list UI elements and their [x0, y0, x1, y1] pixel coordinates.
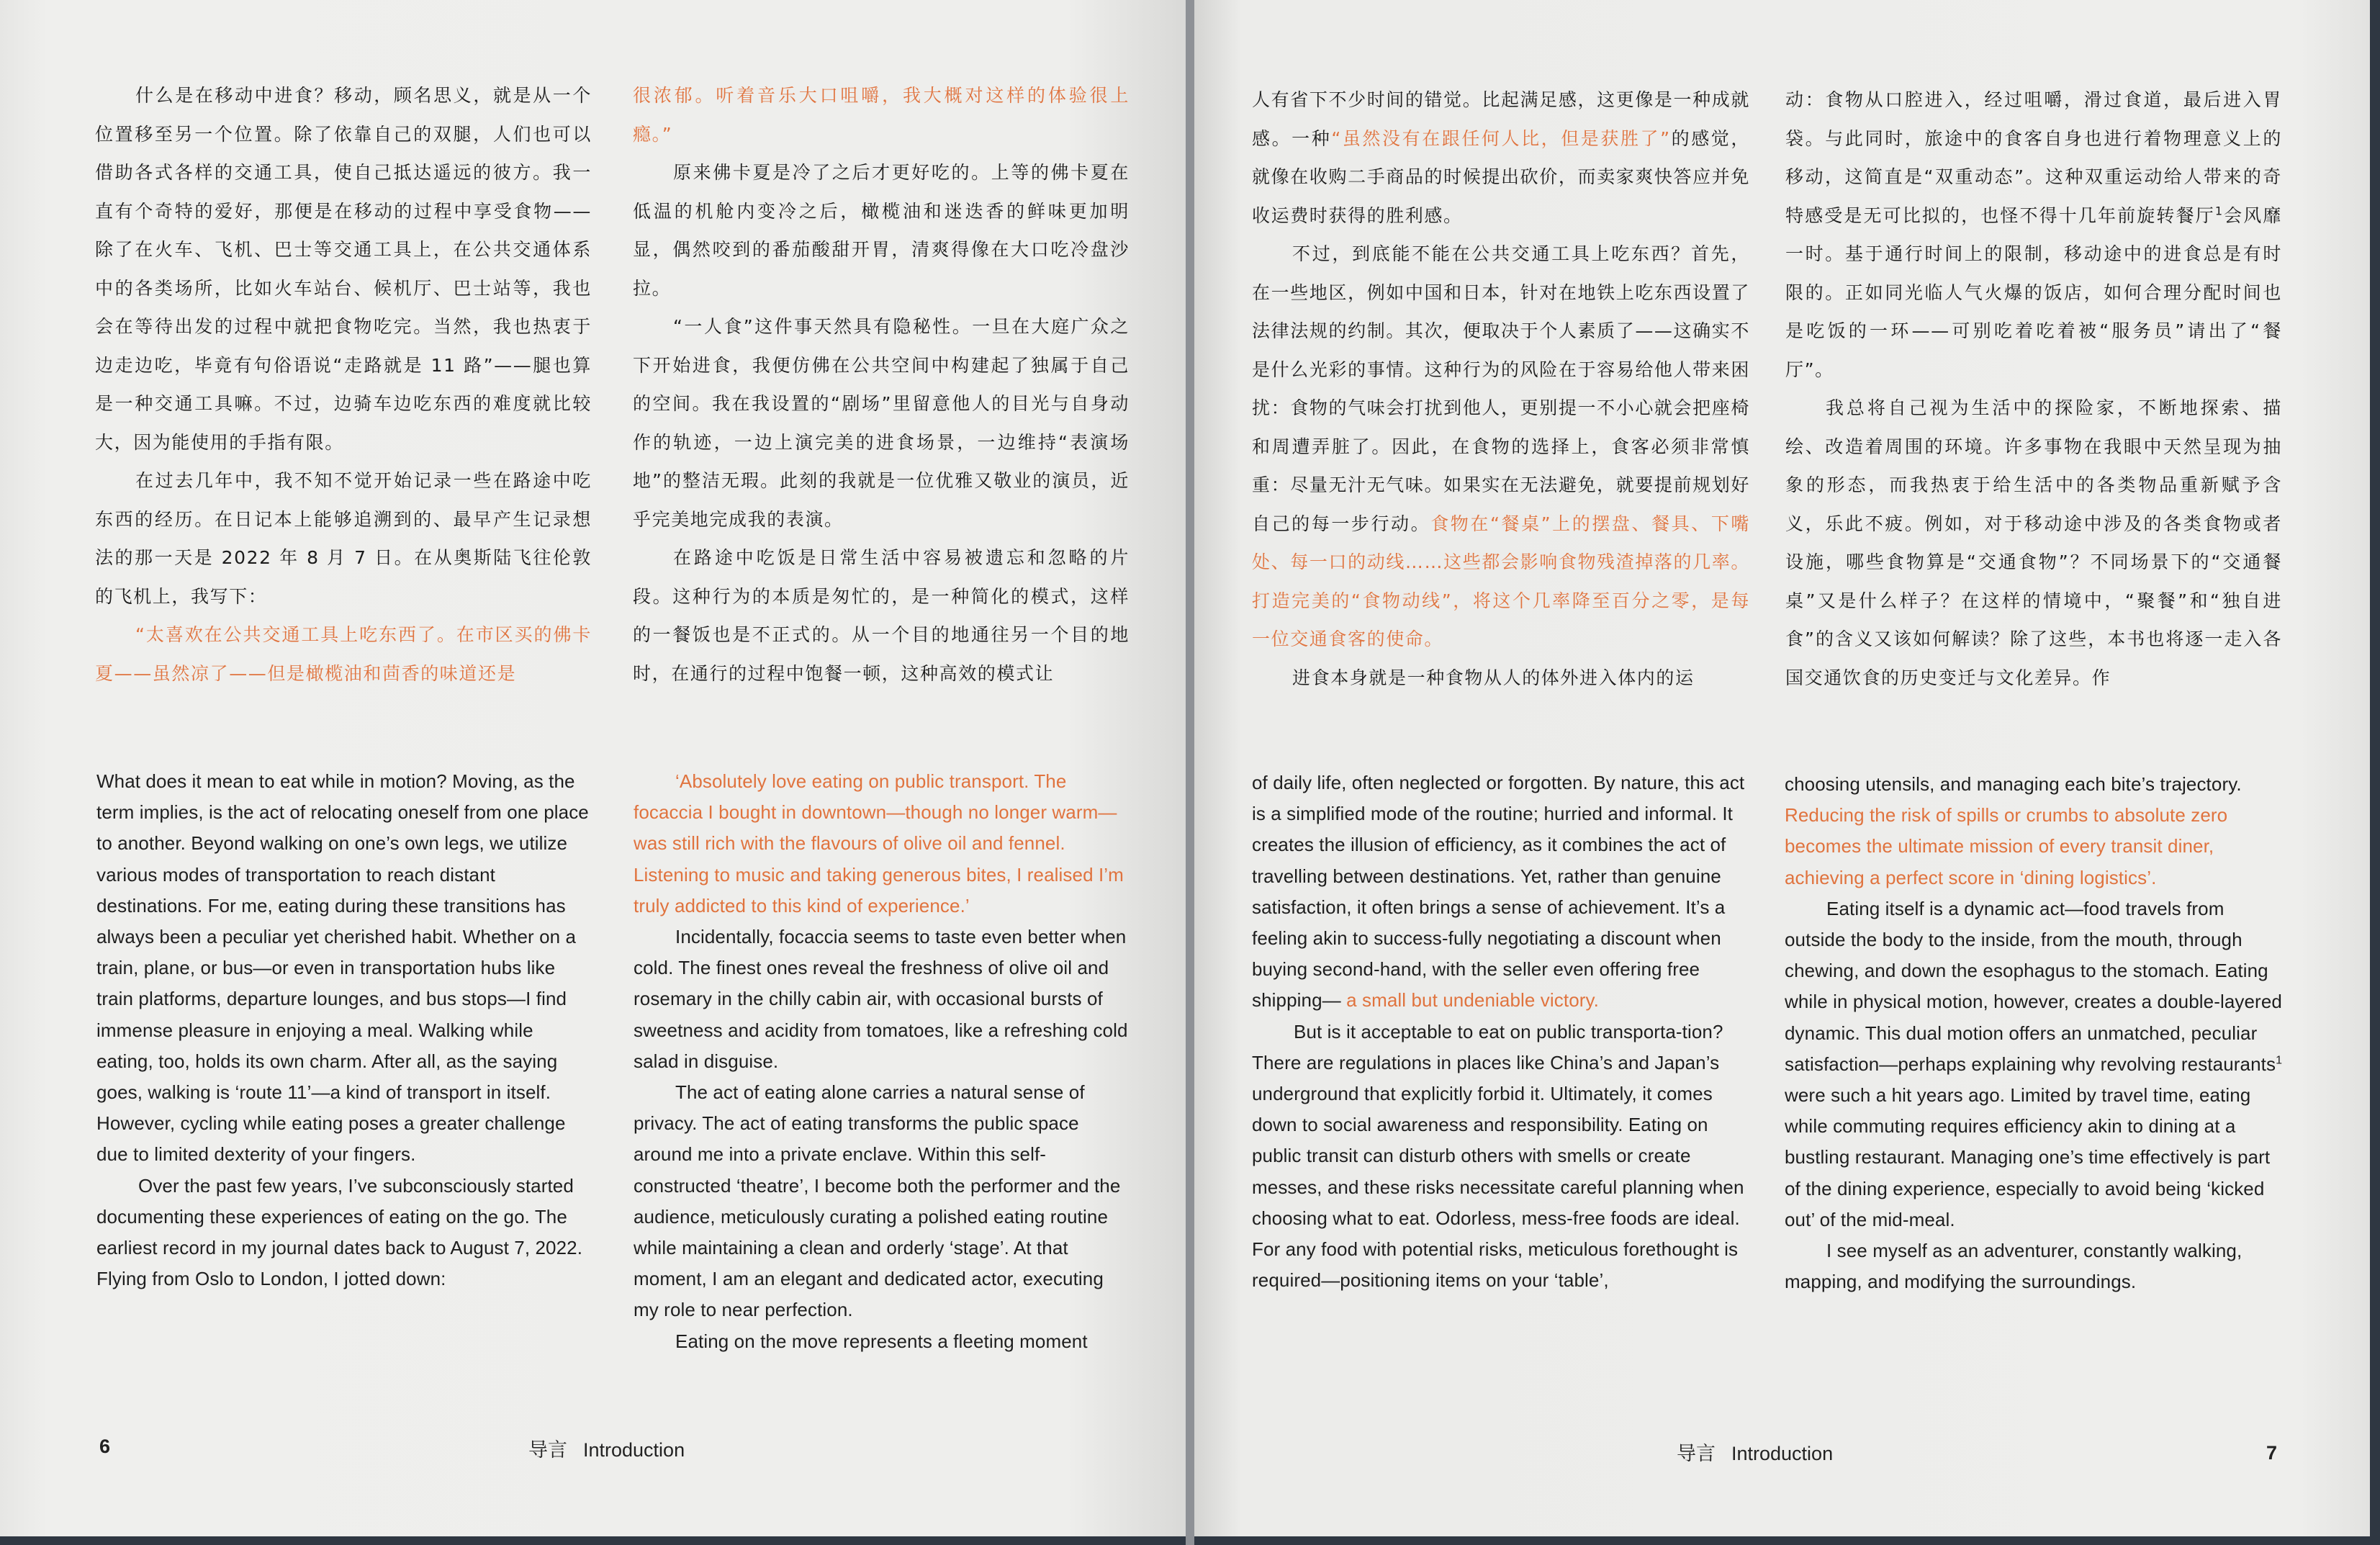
paragraph: I see myself as an adventurer, constantly walking, mapping, and modifying the surroundings. — [1785, 1240, 2242, 1293]
zh-column-1 — [95, 76, 592, 693]
highlight-text: a small but undeniable victory. — [1346, 989, 1600, 1012]
paragraph: Eating on the move represents a fleeting moment — [675, 1330, 1088, 1352]
running-header-en: Introduction — [583, 1439, 685, 1461]
en-column-2 — [1785, 769, 2283, 1297]
paragraph: Incidentally, focaccia seems to taste even better when cold. The finest ones reveal the freshness of olive oil and rosemary in the chilly cabin air, with occasional bursts of sweetness and acidity from tomatoes, like a refreshing cold salad in disguise. — [634, 926, 1128, 1072]
page-number: 7 — [2266, 1442, 2278, 1464]
running-header-zh: 导言 — [528, 1439, 567, 1461]
footnote-marker: 1 — [2276, 1054, 2283, 1067]
right-page — [1194, 0, 2370, 1536]
highlight-text: Reducing the risk of spills or crumbs to absolute zero becomes the ultimate mission of every transit diner, achieving a perfect score in ‘dining logistics’. — [1785, 804, 2228, 888]
paragraph: 人有省下不少时间的错觉。比起满足感，这更像是一种成就感。一种“虽然没有在跟任何人比，但是获胜了”的感觉，就像在收购二手商品的时候提出砍价，而卖家爽快答应并免收运费时获得的胜利感。 — [1252, 89, 1750, 226]
en-column-1 — [96, 766, 592, 1294]
paragraph: 不过，到底能不能在公共交通工具上吃东西？首先，在一些地区，例如中国和日本，针对在地铁上吃东西设置了法律法规的约制。其次，便取决于个人素质了——这确实不是什么光彩的事情。这种行为的风险在于容易给他人带来困扰：食物的气味会打扰到他人，更别提一不小心就会把座椅和周遭弄脏了。因此，在食物的选择上，食客必须非常慎重：尽量无汁无气味。如果实在无法避免，就要提前规划好自己的每一步行动。食物在“餐桌”上的摆盘、餐具、下嘴处、每一口的动线……这些都会影响食物残渣掉落的几率。打造完美的“食物动线”，将这个几率降至百分之零，是每一位交通食客的使命。 — [1252, 243, 1750, 649]
running-header — [528, 1434, 685, 1462]
book-gutter — [1186, 0, 1194, 1545]
paragraph: But is it acceptable to eat on public transporta-tion? There are regulations in places like China’s and Japan’s underground that explicitly forbid it. Ultimately, it comes down to social awareness and responsibility. Eating on public transit can disturb others with smells or create messes, and these risks necessitate careful planning when choosing what to eat. Odorless, mess-free foods are ideal. For any food with potential risks, meticulous forethought is required—positioning items on your ‘table’, — [1252, 1020, 1744, 1292]
en-column-1 — [1252, 767, 1750, 1296]
footnote-marker: 1 — [2214, 204, 2224, 218]
paragraph: 在路途中吃饭是日常生活中容易被遗忘和忽略的片段。这种行为的本质是匆忙的，是一种简化的模式，这样的一餐饭也是不正式的。从一个目的地通往另一个目的地时，在通行的过程中饱餐一顿，这种高效的模式让 — [633, 547, 1130, 684]
paragraph: The act of eating alone carries a natural sense of privacy. The act of eating transforms the public space around me into a private enclave. Within this self-constructed ‘theatre’, I become both the performer and the audience, meticulously curating a polished eating routine while maintaining a clean and orderly ‘stage’. At that moment, I am an elegant and dedicated actor, executing my role to near perfection. — [634, 1081, 1121, 1321]
journal-quote: 很浓郁。听着音乐大口咀嚼，我大概对这样的体验很上瘾。” — [633, 85, 1130, 145]
paragraph: What does it mean to eat while in motion? Moving, as the term implies, is the act of relocating oneself from one place to another. Beyond walking on one’s own legs, we utilize various modes of transportation to reach distant destinations. For me, eating during these transitions has always been a peculiar yet cherished habit. Whether on a train, plane, or bus—or even in transportation hubs like train platforms, departure lounges, and bus stops—I find immense pleasure in enjoying a meal. Walking while eating, too, holds its own charm. After all, as the saying goes, walking is ‘route 11’—a kind of transport in itself. However, cycling while eating poses a greater challenge due to limited dexterity of your fingers. — [96, 770, 589, 1166]
paragraph: “一人食”这件事天然具有隐秘性。一旦在大庭广众之下开始进食，我便仿佛在公共空间中构建起了独属于自己的空间。我在我设置的“剧场”里留意他人的目光与自身动作的轨迹，一边上演完美的进食场景，一边维持“表演场地”的整洁无瑕。此刻的我就是一位优雅又敬业的演员，近乎完美地完成我的表演。 — [633, 316, 1130, 530]
running-header-en: Introduction — [1731, 1443, 1834, 1464]
running-header-zh: 导言 — [1677, 1443, 1716, 1465]
paragraph: 在过去几年中，我不知不觉开始记录一些在路途中吃东西的经历。在日记本上能够追溯到的、最早产生记录想法的那一天是 2022 年 8 月 7 日。在从奥斯陆飞往伦敦的飞机上，我写下： — [95, 470, 592, 607]
journal-quote: “太喜欢在公共交通工具上吃东西了。在市区买的佛卡夏——虽然凉了——但是橄榄油和茴香的味道还是 — [95, 624, 592, 684]
paragraph: 我总将自己视为生活中的探险家，不断地探索、描绘、改造着周围的环境。许多事物在我眼中天然呈现为抽象的形态，而我热衷于给生活中的各类物品重新赋予含义，乐此不疲。例如，对于移动途中涉及的各类食物或者设施，哪些食物算是“交通食物”？不同场景下的“交通餐桌”又是什么样子？在这样的情境中，“聚餐”和“独自进食”的含义又该如何解读？除了这些，本书也将逐一走入各国交通饮食的历史变迁与文化差异。作 — [1785, 397, 2282, 688]
highlight-text: “虽然没有在跟任何人比，但是获胜了” — [1331, 127, 1671, 149]
paragraph: choosing utensils, and managing each bite’s trajectory. Reducing the risk of spills or crumbs to absolute zero becomes the ultimate mission of every transit diner, achieving a perfect score in ‘dining logistics’. — [1785, 773, 2242, 888]
paragraph: 原来佛卡夏是冷了之后才更好吃的。上等的佛卡夏在低温的机舱内变冷之后，橄榄油和迷迭香的鲜味更加明显，偶然咬到的番茄酸甜开胃，清爽得像在大口吃冷盘沙拉。 — [633, 162, 1130, 299]
page-number: 6 — [99, 1436, 111, 1457]
highlight-text: 食物在“餐桌”上的摆盘、餐具、下嘴处、每一口的动线……这些都会影响食物残渣掉落的几率。打造完美的“食物动线”，将这个几率降至百分之零，是每一位交通食客的使命。 — [1252, 513, 1750, 649]
paragraph: 动：食物从口腔进入，经过咀嚼，滑过食道，最后进入胃袋。与此同时，旅途中的食客自身也进行着物理意义上的移动，这简直是“双重动态”。这种双重运动给人带来的奇特感受是无可比拟的，也怪不得十几年前旋转餐厅$^1$会风靡一时。基于通行时间上的限制，移动途中的进食总是有时限的。正如同光临人气火爆的饭店，如何合理分配时间也是吃饭的一环——可别吃着吃着被“服务员”请出了“餐厅”。 — [1785, 89, 2282, 380]
paragraph: 什么是在移动中进食？移动，顾名思义，就是从一个位置移至另一个位置。除了依靠自己的双腿，人们也可以借助各式各样的交通工具，使自己抵达遥远的彼方。我一直有个奇特的爱好，那便是在移动的过程中享受食物——除了在火车、飞机、巴士等交通工具上，在公共交通体系中的各类场所，比如火车站台、候机厅、巴士站等，我也会在等待出发的过程中就把食物吃完。当然，我也热衷于边走边吃，毕竟有句俗语说“走路就是 11 路”——腿也算是一种交通工具嘛。不过，边骑车边吃东西的难度就比较大，因为能使用的手指有限。 — [95, 85, 592, 453]
paragraph: of daily life, often neglected or forgotten. By nature, this act is a simplified mode of the routine; hurried and informal. It creates the illusion of efficiency, as it combines the act of travelling between destinations. Yet, rather than genuine satisfaction, it often brings a sense of achievement. It’s a feeling akin to success-fully negotiating a discount when buying second-hand, with the seller even offering free shipping— a small but undeniable victory. — [1252, 772, 1745, 1012]
paragraph: 进食本身就是一种食物从人的体外进入体内的运 — [1292, 667, 1695, 688]
zh-column-2 — [1785, 81, 2282, 697]
zh-column-2 — [633, 76, 1130, 693]
running-header — [1677, 1438, 1833, 1466]
zh-column-1 — [1252, 81, 1750, 697]
paragraph: Eating itself is a dynamic act—food travels from outside the body to the inside, from the mouth, through chewing, and down the esophagus to the stomach. Eating while in physical motion, however, creates a double-layered dynamic. This dual motion offers an unmatched, peculiar satisfaction—perhaps explaining why revolving restaurants$^1$ were such a hit years ago. Limited by travel time, eating while commuting requires efficiency akin to dining at a bustling restaurant. Managing one’s time effectively is part of the dining experience, especially to avoid being ‘kicked out’ of the mid-meal. — [1785, 897, 2283, 1230]
en-column-2 — [634, 766, 1130, 1357]
paragraph: Over the past few years, I’ve subconsciously started documenting these experiences of eating on the go. The earliest record in my journal dates back to August 7, 2022. Flying from Oslo to London, I jotted down: — [96, 1174, 583, 1290]
journal-quote: ‘Absolutely love eating on public transport. The focaccia I bought in downtown—though no longer warm—was still rich with the flavours of olive oil and fennel. Listening to music and taking generous bites, I realised I’m truly addicted to this kind of experience.’ — [634, 770, 1124, 916]
left-page — [0, 0, 1186, 1536]
